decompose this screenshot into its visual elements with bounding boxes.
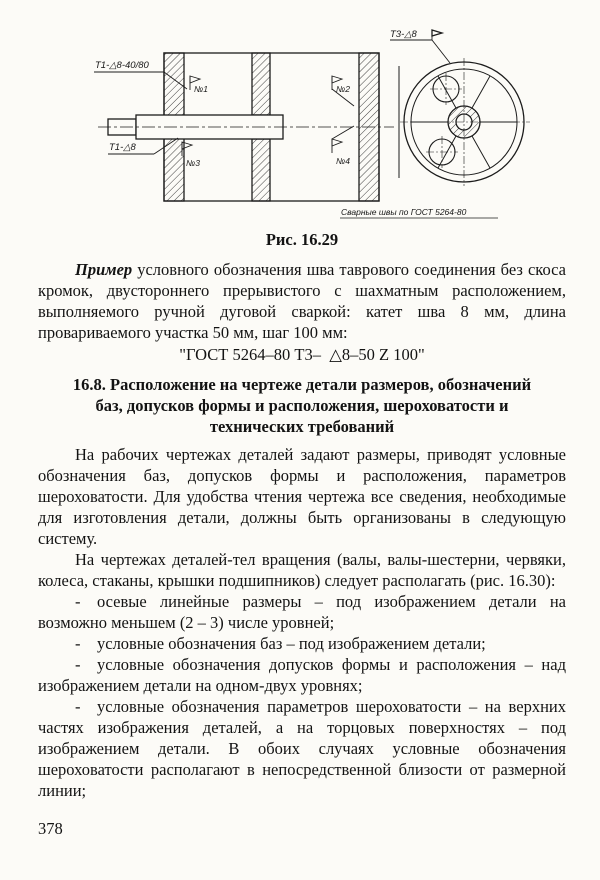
example-lead-word: Пример (75, 260, 133, 279)
example-paragraph (38, 259, 566, 343)
page-content (0, 26, 600, 801)
list-item-4: - условные обозначения параметров шероховатости – на верхних частях изображения деталей, а на торцовых поверхностях – под изображением детали. В обоих случаях условные обозначения шероховатости располагают в непосредственной близости от размерной линии; (38, 697, 566, 800)
weld-note: Сварные швы по ГОСТ 5264-80 (341, 207, 467, 217)
weld-flag-4: №4 (336, 156, 350, 166)
section-heading: 16.8. Расположение на чертеже детали размеров, обозначений баз, допусков формы и расположения, шероховатости и технических требований (72, 375, 532, 436)
weld-flag-3: №3 (186, 158, 200, 168)
weld-designation-formula: "ГОСТ 5264–80 Т3– △8–50 Z 100" (179, 345, 425, 364)
drum-side-view (94, 53, 394, 201)
figure-16-29 (38, 26, 566, 224)
list-item-2: - условные обозначения баз – под изображением детали; (75, 634, 486, 653)
weld-label-top-left: Т1-△8-40/80 (95, 60, 149, 71)
figure-caption: Рис. 16.29 (265, 230, 339, 249)
list-item-3: - условные обозначения допусков формы и расположения – над изображением детали на одном-двух уровнях; (38, 655, 566, 695)
weld-flag-1: №1 (194, 84, 208, 94)
list-item-1: - осевые линейные размеры – под изображением детали на возможно меньшем (2 – 3) числе уровней; (38, 592, 566, 632)
paragraph-1: На рабочих чертежах деталей задают размеры, приводят условные обозначения баз, допусков формы и расположения, параметров шероховатости. Для удобства чтения чертежа все сведения, необходимые для изготовления детали, должны быть организованы в следующую систему. (38, 445, 566, 548)
paragraph-2: На чертежах деталей-тел вращения (валы, валы-шестерни, червяки, колеса, стаканы, крышки подшипников) следует располагать (рис. 16.30): (38, 550, 566, 590)
weld-flag-2: №2 (336, 84, 350, 94)
example-text: условного обозначения шва таврового соединения без скоса кромок, двустороннего прерывистого с шахматным расположением, выполняемого ручной дуговой сваркой: катет шва 8 мм, длина провариваемого участка 50 мм, шаг 100 мм: (38, 260, 566, 342)
weld-label-right: Т3-△8 (390, 29, 417, 40)
weld-label-bottom-left: Т1-△8 (109, 142, 136, 153)
page-number: 378 (38, 819, 63, 838)
figure-drawing (94, 26, 554, 224)
